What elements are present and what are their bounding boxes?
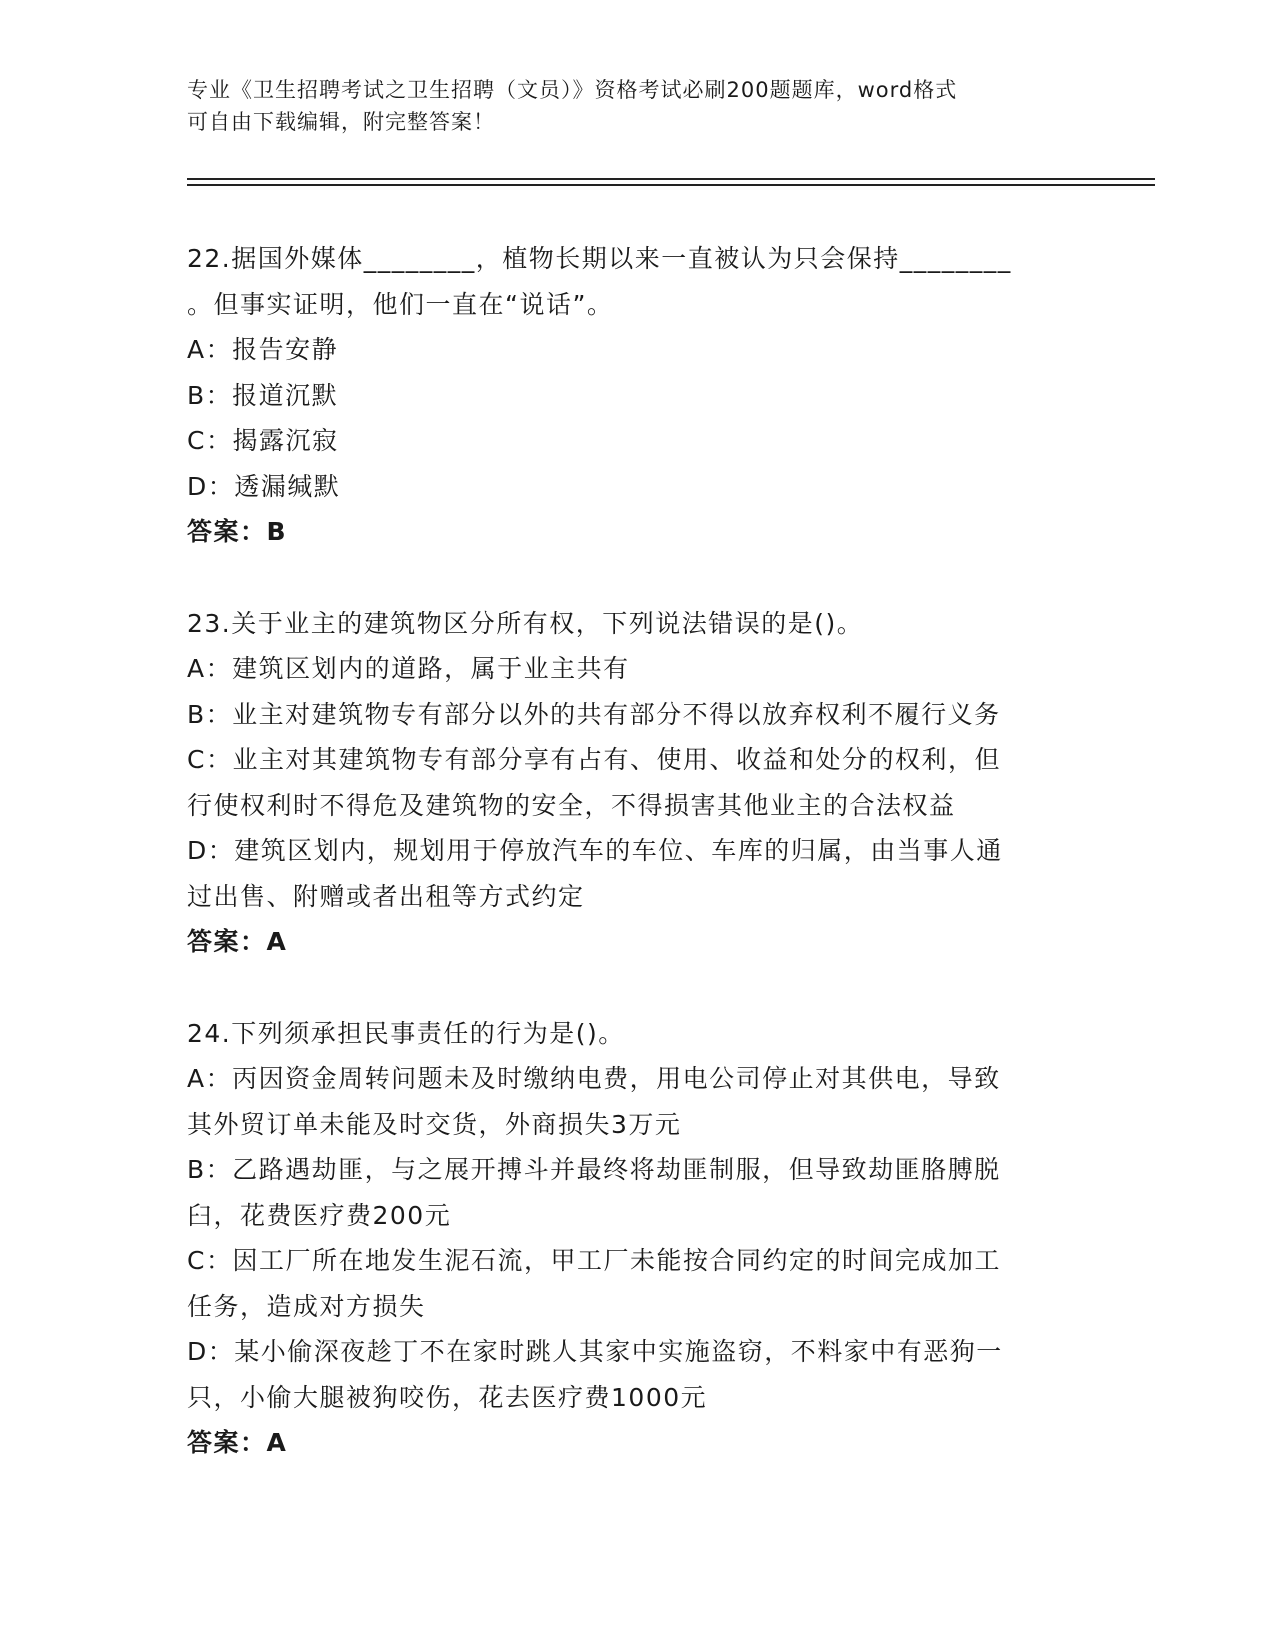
- question-22-option-c: C：揭露沉寂: [187, 426, 339, 455]
- question-23-option-b: B：业主对建筑物专有部分以外的共有部分不得以放弃权利不履行义务: [187, 699, 1001, 729]
- header-divider-top: [187, 178, 1155, 180]
- question-24-option-a-line-2: 其外贸订单未能及时交货，外商损失3万元: [187, 1109, 682, 1139]
- question-separator: [187, 555, 1087, 601]
- question-22-option-a: A：报告安静: [187, 335, 339, 364]
- question-23-stem: 23.关于业主的建筑物区分所有权，下列说法错误的是()。: [187, 608, 864, 638]
- header-divider-bottom: [187, 184, 1155, 186]
- question-23-option-c-line-1: C：业主对其建筑物专有部分享有占有、使用、收益和处分的权利，但: [187, 745, 1001, 774]
- question-24-stem: 24.下列须承担民事责任的行为是()。: [187, 1018, 625, 1048]
- question-24-option-c-line-1: C：因工厂所在地发生泥石流，甲工厂未能按合同约定的时间完成加工: [187, 1246, 1001, 1275]
- question-24-option-b-line-1: B：乙路遇劫匪，与之展开搏斗并最终将劫匪制服，但导致劫匪胳膊脱: [187, 1155, 1001, 1184]
- question-22-stem-line-2: 。但事实证明，他们一直在“说话”。: [187, 289, 614, 319]
- question-23-answer: 答案：A: [187, 927, 288, 956]
- question-24-option-a-line-1: A：丙因资金周转问题未及时缴纳电费，用电公司停止对其供电，导致: [187, 1064, 1001, 1093]
- question-22: [187, 236, 1087, 555]
- question-23-option-d-line-1: D：建筑区划内，规划用于停放汽车的车位、车库的归属，由当事人通: [187, 836, 1003, 865]
- question-24-option-c-line-2: 任务，造成对方损失: [187, 1291, 426, 1321]
- question-24-option-d-line-1: D：某小偷深夜趁丁不在家时跳人其家中实施盗窃，不料家中有恶狗一: [187, 1337, 1003, 1366]
- question-24-answer: 答案：A: [187, 1428, 288, 1457]
- question-24-option-b-line-2: 臼，花费医疗费200元: [187, 1200, 452, 1230]
- question-23: [187, 601, 1087, 965]
- question-22-stem-line-1: 22.据国外媒体________，植物长期以来一直被认为只会保持________: [187, 244, 1012, 273]
- question-24: [187, 1011, 1087, 1466]
- question-list: [187, 236, 1087, 1466]
- question-22-option-b: B：报道沉默: [187, 380, 339, 410]
- question-separator: [187, 965, 1087, 1011]
- header-line-1: 专业《卫生招聘考试之卫生招聘（文员）》资格考试必刷200题题库，word格式: [187, 78, 958, 102]
- question-23-option-d-line-2: 过出售、附赠或者出租等方式约定: [187, 881, 585, 911]
- question-23-option-c-line-2: 行使权利时不得危及建筑物的安全，不得损害其他业主的合法权益: [187, 790, 956, 820]
- question-24-option-d-line-2: 只，小偷大腿被狗咬伤，花去医疗费1000元: [187, 1382, 708, 1412]
- document-header: [187, 74, 1067, 138]
- question-23-option-a: A：建筑区划内的道路，属于业主共有: [187, 654, 630, 683]
- question-22-option-d: D：透漏缄默: [187, 471, 341, 501]
- question-22-answer: 答案：B: [187, 517, 288, 546]
- header-line-2: 可自由下载编辑，附完整答案！: [187, 110, 495, 134]
